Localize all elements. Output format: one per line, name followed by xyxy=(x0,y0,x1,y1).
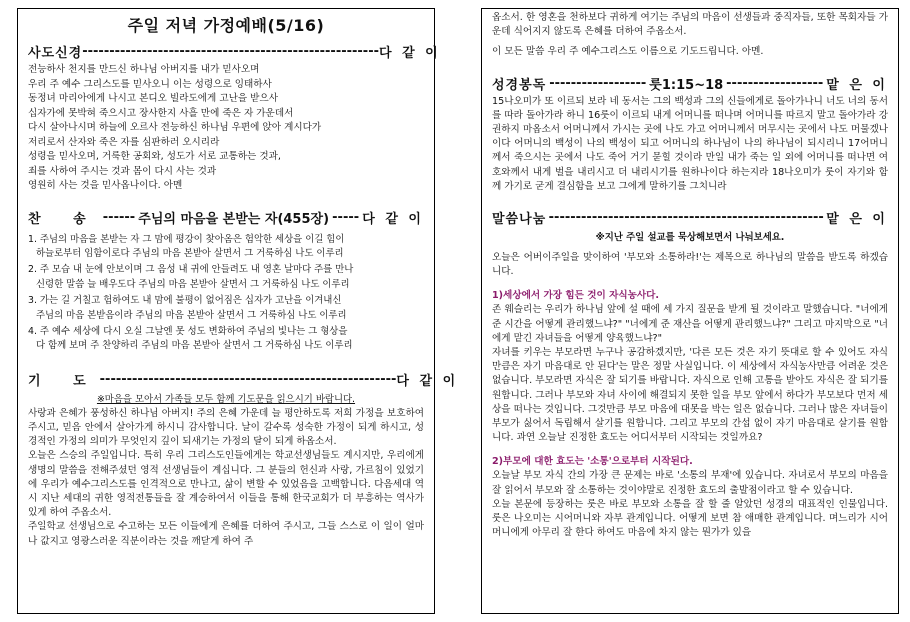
hymn-role: 다 같 이 xyxy=(362,211,424,227)
creed-title: 사도신경 xyxy=(28,46,83,61)
reading-dashes: ------------------ xyxy=(549,75,647,91)
hymn-verse xyxy=(28,263,424,292)
hymn-verse xyxy=(28,233,424,262)
sermon-header xyxy=(492,208,888,227)
prayer-header xyxy=(28,370,459,389)
prayer-paragraph: 사랑과 은혜가 풍성하신 하나님 아버지! 주의 은혜 가운데 늘 평안하도록 저희 가정을 보호하여 주시고, 믿음 안에서 살아가게 하시니 감사합니다. 날이 갈수록 성숙한 가정이 되게 하시고, 성경적인 가정의 의미가 무엇인지 깊이 되새기는 가정의 달이 되게 하옵소서. xyxy=(28,407,424,448)
hymn-line: 3. 가는 길 거칠고 험하여도 내 맘에 불평이 없어짐은 십자가 고난을 이겨내신 xyxy=(28,295,342,307)
creed-header xyxy=(28,42,441,61)
creed-line: 십자가에 못박혀 죽으시고 장사한지 사흘 만에 죽은 자 가운데서 xyxy=(28,107,294,119)
reading-reference: 룻1:15~18 xyxy=(649,77,724,93)
prayer-dashes: ------------------------------------------------------- xyxy=(99,371,397,387)
reading-title: 성경봉독 xyxy=(492,77,547,93)
hymn-verses xyxy=(28,233,424,354)
prayer-note: ※마음을 모아서 가족들 모두 함께 기도문을 읽으시기 바랍니다. xyxy=(96,393,356,405)
hymn-line: 하늘로부터 임함이로다 주님의 마음 본받아 살면서 그 거룩하심 나도 이루리 xyxy=(36,247,344,259)
sermon-title: 말씀나눔 xyxy=(492,212,547,228)
left-page xyxy=(17,8,459,614)
creed-line: 성령을 믿사오며, 거룩한 공회와, 성도가 서로 교통하는 것과, xyxy=(28,151,281,162)
hymn-dashes: ------ xyxy=(102,209,136,225)
reading-text: 15나오미가 또 이르되 보라 네 동서는 그의 백성과 그의 신들에게로 돌아가나니 너도 너의 동서를 따라 돌아가라 하니 16룻이 이르되 내게 어머니를 떠나며 어머니를 따르지 말고 돌아가라 강권하지 마옵소서 어머니께서 가시는 곳에 나도 가고 어머니께서 머무시는 곳에서 나도 머물겠나이다 어머니의 백성이 나의 백성이 되고 어머니의 하나님이 나의 하나님이 되시리니 17어머니께서 죽으시는 곳에서 나도 죽어 거기 묻힐 것이라 만일 내가 죽는 일 외에 어머니를 떠나면 여호와께서 내게 벌을 내리시고 더 내리시기를 원하나이다 하는지라 18나오미가 룻이 자기와 함께 가기로 굳게 결심함을 보고 그에게 말하기를 그치니라 xyxy=(492,95,888,192)
reading-header xyxy=(492,74,888,93)
prayer-text xyxy=(28,407,424,549)
prayer-paragraph: 이 모든 말씀 우리 주 예수그리스도 이름으로 기도드립니다. 아멘. xyxy=(492,46,764,58)
hymn-dashes2: ----- xyxy=(332,209,360,225)
prayer-continued xyxy=(492,11,888,60)
sermon-intro: 오늘은 어버이주일을 맞이하여 '부모와 소통하라!'는 제목으로 하나님의 말씀을 받도록 하겠습니다. xyxy=(492,252,888,278)
creed-line: 동정녀 마리아에게 나시고 본디오 빌라도에게 고난을 받으사 xyxy=(28,93,278,104)
sermon-point-1: 1)세상에서 가장 힘든 것이 자식농사다. xyxy=(492,290,660,302)
prayer-role: 다 같 이 xyxy=(396,373,459,389)
creed-text xyxy=(28,63,424,194)
hymn-line: 주님의 마음 본받음이라 주님의 마음 본받아 살면서 그 거룩하심 나도 이루리 xyxy=(36,309,347,321)
sermon-paragraph: 존 웨슬리는 우리가 하나님 앞에 설 때에 세 가지 질문을 받게 될 것이라고 말했습니다. "너에게 준 시간을 어떻게 관리했느냐?" "너에게 준 재산을 어떻게 관리했느냐?" 그리고 마지막으로 "너에게 맡긴 자녀들을 어떻게 양육했느냐?" xyxy=(492,304,888,344)
sermon-point-2: 2)부모에 대한 효도는 '소통'으로부터 시작된다. xyxy=(492,456,693,468)
creed-line: 전능하사 천지를 만드신 하나님 아버지를 내가 믿사오며 xyxy=(28,64,260,75)
prayer-paragraph: 옵소서. 한 영혼을 천하보다 귀하게 여기는 주님의 마음이 선생들과 중직자들, 또한 목회자들 가운데 식어지지 않도록 은혜를 더하여 주옵소서. xyxy=(492,12,888,38)
hymn-line: 2. 주 모습 내 눈에 안보이며 그 음성 내 귀에 안들려도 내 영혼 날마다 주를 만나 xyxy=(28,264,354,276)
creed-line: 죄를 사하여 주시는 것과 몸이 다시 사는 것과 xyxy=(28,165,217,177)
sermon-point-1-text xyxy=(492,303,888,445)
prayer-paragraph: 주일학교 선생님으로 수고하는 모든 이들에게 은혜를 더하여 주시고, 그들 스스로 이 일이 얼마나 값지고 영광스러운 직분이라는 것을 깨닫게 하여 주 xyxy=(28,521,424,547)
reading-role: 맡 은 이 xyxy=(826,77,888,93)
hymn-song: 주님의 마음을 본받는 자(455장) xyxy=(138,211,330,227)
creed-line: 다시 살아나시며 하늘에 오르사 전능하신 하나님 우편에 앉아 계시다가 xyxy=(28,122,322,133)
hymn-line: 신령한 말씀 늘 배우도다 주님의 마음 본받아 살면서 그 거룩하심 나도 이루리 xyxy=(36,278,350,290)
sermon-paragraph: 자녀를 키우는 부모라면 누구나 공감하겠지만, '다른 모든 것은 자기 뜻대로 할 수 있어도 자식만큼은 자기 마음대로 안 된다'는 말은 정말 사실입니다. 이 세상에서 자식농사만큼 어려운 것은 없습니다. 부모라면 자식은 잘 되기를 바랍니다. 자식으로 인해 고통을 받아도 자식은 잘 되기를 원합니다. 그러나 부모와 자녀 사이에 해결되지 못한 일을 부모 앞에서 하다가 부모보다 먼저 세상을 떠나는 것입니다. 그것만큼 부모 마음에 대못을 박는 일은 없습니다. 그러나 많은 자녀들이 부모가 싫어서 독립해서 살기를 원합니다. 그리고 부모의 간섭 없이 자기 마음대로 살기를 원합니다. 과연 오늘날 진정한 효도는 어디서부터 시작되는 것일까요? xyxy=(492,347,888,444)
page-title: 주일 저녁 가정예배(5/16) xyxy=(127,16,325,35)
sermon-role: 맡 은 이 xyxy=(826,212,888,228)
prayer-paragraph: 오늘은 스승의 주일입니다. 특히 우리 그리스도인들에게는 학교선생님들도 계시지만, 우리에게 생명의 말씀을 전해주셨던 영적 선생님들이 계십니다. 그 분들의 헌신과 사랑, 가르침이 있었기에 우리가 예수그리스도를 인격적으로 만나고, 삶이 변할 수 있었음을 고백합니다. 다음세대 역시 지난 세대의 귀한 영적전통들을 잘 계승하여서 이들을 통해 한국교회가 더 부흥하는 역사가 있게 하여 주옵소서. xyxy=(28,450,424,519)
sermon-dashes: --------------------------------------------------- xyxy=(548,210,824,226)
hymn-header xyxy=(28,208,424,227)
hymn-title: 찬 송 xyxy=(28,211,100,227)
prayer-title: 기 도 xyxy=(28,373,100,389)
hymn-verse xyxy=(28,325,424,354)
sermon-note: ※지난 주일 설교를 묵상해보면서 나눠보세요. xyxy=(595,232,785,244)
hymn-line: 1. 주님의 마음을 본받는 자 그 맘에 평강이 찾아옴은 험악한 세상을 이길 힘이 xyxy=(28,233,345,245)
creed-line: 우리 주 예수 그리스도를 믿사오니 이는 성령으로 잉태하사 xyxy=(28,78,272,90)
creed-dashes: ------------------------------------------------------- xyxy=(82,44,379,59)
sermon-paragraph: 오늘날 부모 자식 간의 가장 큰 문제는 바로 '소통의 부재'에 있습니다. 자녀로서 부모의 마음을 잘 읽어서 부모와 잘 소통하는 것이야말로 진정한 효도의 출발점이라고 할 수 있습니다. xyxy=(492,470,888,496)
creed-role: 다 같 이 xyxy=(379,46,441,61)
creed-line: 영원히 사는 것을 믿사옵나이다. 아멘 xyxy=(28,180,183,191)
hymn-line: 다 함께 보며 주 찬양하리 주님의 마음 본받아 살면서 그 거룩하심 나도 이루리 xyxy=(36,340,353,352)
hymn-verse xyxy=(28,294,424,323)
sermon-point-2-text xyxy=(492,469,888,540)
right-page xyxy=(481,8,899,614)
sermon-paragraph: 오늘 본문에 등장하는 룻은 바로 부모와 소통을 잘 할 줄 알았던 성경의 대표적인 인물입니다. 룻은 나오미는 시어머니와 자부 관계입니다. 어떻게 보면 참 애매한 관계입니다. 며느리가 시어머니에게 아무리 잘 한다 하여도 마음에 차지 않는 뭔가가 있을 xyxy=(492,498,888,539)
creed-line: 저리로서 산자와 죽은 자를 심판하러 오시리라 xyxy=(28,136,220,148)
reading-dashes2: ------------------ xyxy=(726,75,824,91)
hymn-line: 4. 주 예수 세상에 다시 오실 그날엔 못 성도 변화하여 주님의 빛나는 그 형상을 xyxy=(28,325,348,337)
